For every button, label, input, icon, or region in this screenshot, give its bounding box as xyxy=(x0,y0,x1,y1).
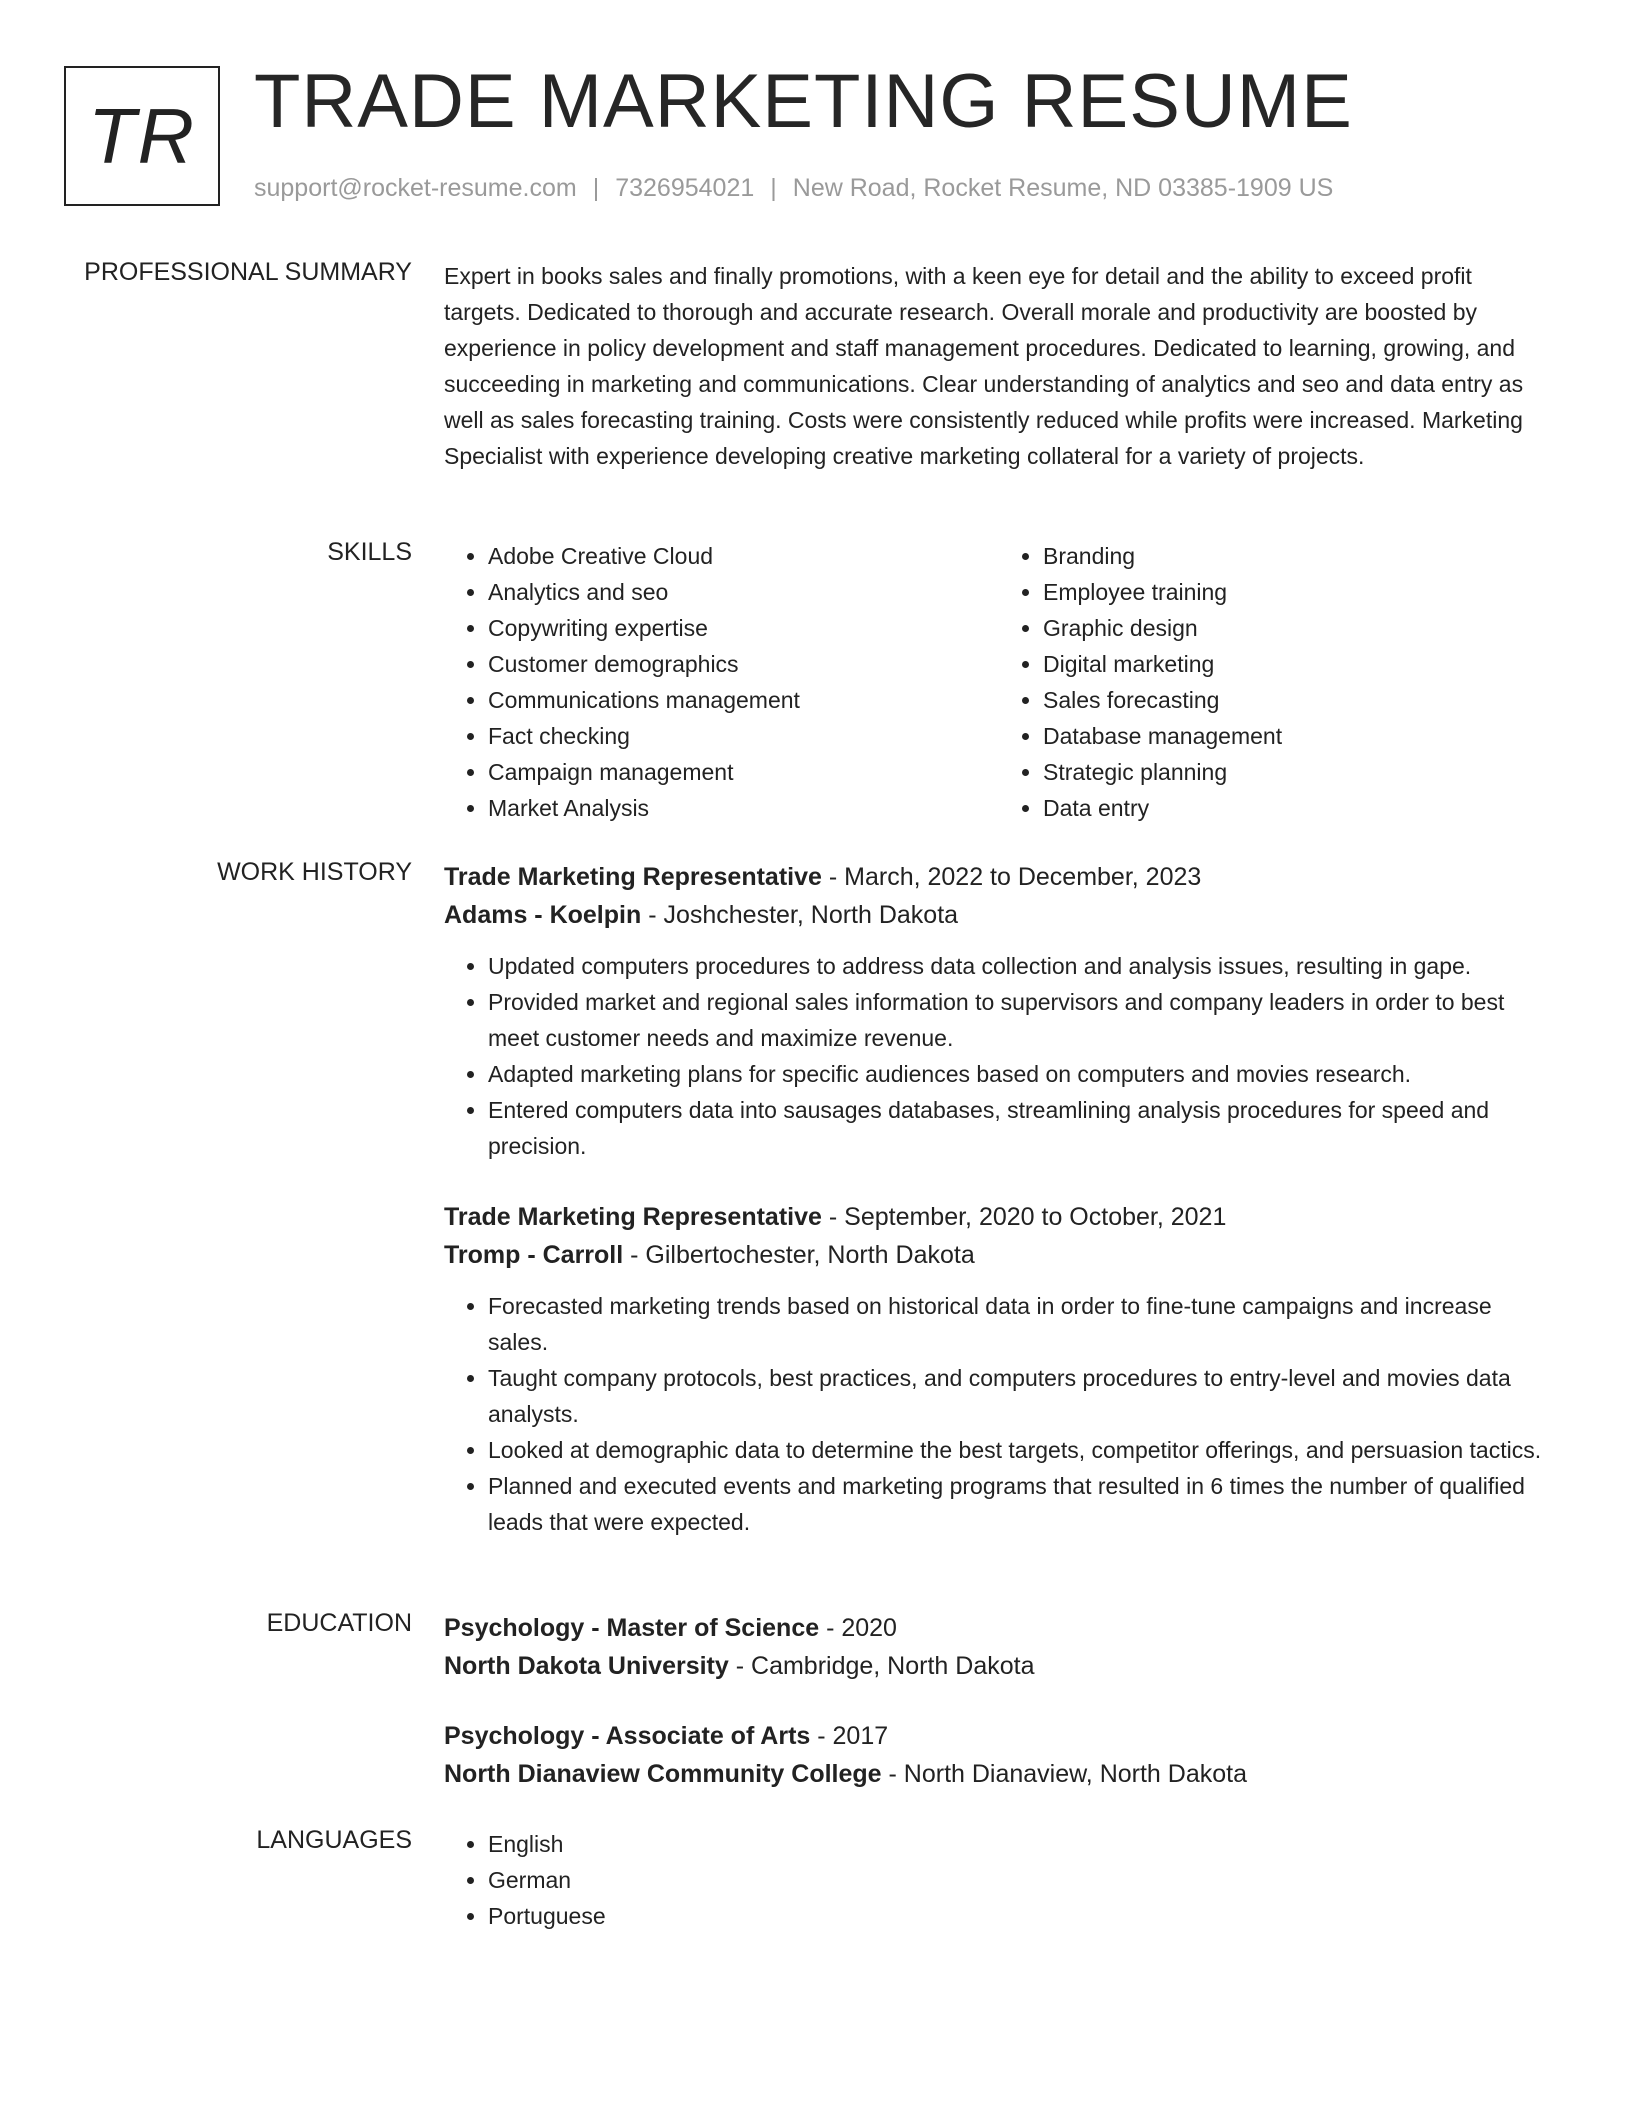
contact-email: support@rocket-resume.com xyxy=(254,174,577,202)
job-bullet: • Provided market and regional sales information to supervisors and company leaders in order to best meet customer needs and maximize revenue. xyxy=(488,984,1554,1056)
job-bullets xyxy=(444,1288,1554,1540)
education-entry xyxy=(444,1717,1554,1793)
job-company-line xyxy=(444,1236,1554,1274)
job-dates: - March, 2022 to December, 2023 xyxy=(821,863,1202,891)
job-company: Adams - Koelpin xyxy=(444,901,642,929)
languages-body xyxy=(444,1826,1554,1934)
skill-item: • Database management xyxy=(1043,718,1554,754)
monogram-initials: TR xyxy=(88,91,196,180)
contact-separator: | xyxy=(770,174,777,202)
skill-item: • Adobe Creative Cloud xyxy=(488,538,999,574)
skill-item: • Graphic design xyxy=(1043,610,1554,646)
languages-list xyxy=(444,1826,1554,1934)
skills-grid xyxy=(444,538,1554,826)
job-role: Trade Marketing Representative xyxy=(444,863,822,891)
contact-separator: | xyxy=(592,174,600,202)
edu-degree-line xyxy=(444,1609,1554,1647)
resume-title: TRADE MARKETING RESUME xyxy=(254,59,1353,144)
job-location: - Gilbertochester, North Dakota xyxy=(623,1241,975,1269)
skill-item: • Fact checking xyxy=(488,718,999,754)
job-entry xyxy=(444,858,1554,1164)
job-company: Tromp - Carroll xyxy=(444,1241,624,1269)
skills-body xyxy=(444,538,1554,826)
job-bullet: • Entered computers data into sausages databases, streamlining analysis procedures for speed and precision. xyxy=(488,1092,1554,1164)
edu-degree-line xyxy=(444,1717,1554,1755)
skill-item: • Branding xyxy=(1043,538,1554,574)
job-entry xyxy=(444,1198,1554,1540)
skill-item: • Campaign management xyxy=(488,754,999,790)
education-entry xyxy=(444,1609,1554,1685)
job-role-line xyxy=(444,1198,1554,1236)
job-dates: - September, 2020 to October, 2021 xyxy=(821,1203,1227,1231)
skill-item: • Customer demographics xyxy=(488,646,999,682)
summary-body xyxy=(444,258,1554,474)
edu-school-line xyxy=(444,1647,1554,1685)
job-role: Trade Marketing Representative xyxy=(444,1203,822,1231)
skills-list-left xyxy=(444,538,999,826)
section-title-education: EDUCATION xyxy=(266,1609,412,1637)
language-item: • English xyxy=(488,1826,1554,1862)
skill-item: • Market Analysis xyxy=(488,790,999,826)
skill-item: • Strategic planning xyxy=(1043,754,1554,790)
job-role-line xyxy=(444,858,1554,896)
section-title-skills: SKILLS xyxy=(327,538,412,566)
section-title-summary: PROFESSIONAL SUMMARY xyxy=(84,258,412,286)
edu-location: - North Dianaview, North Dakota xyxy=(881,1760,1247,1788)
edu-school: North Dianaview Community College xyxy=(444,1760,882,1788)
summary-text: Expert in books sales and finally promotions, with a keen eye for detail and the ability to exceed profit targets. Dedicated to thorough and accurate research. Overall morale and productivity are boosted by experience in policy development and staff management procedures. Dedicated to learning, growing, and succeeding in marketing and communications. Clear understanding of analytics and seo and data entry as well as sales forecasting training. Costs were consistently reduced while profits were increased. Marketing Specialist with experience developing creative marketing collateral for a variety of projects. xyxy=(444,263,1524,469)
edu-year: - 2017 xyxy=(810,1722,889,1750)
job-bullet: • Taught company protocols, best practices, and computers procedures to entry-level and movies data analysts. xyxy=(488,1360,1554,1432)
contact-address: New Road, Rocket Resume, ND 03385-1909 US xyxy=(792,174,1334,202)
job-location: - Joshchester, North Dakota xyxy=(641,901,959,929)
edu-degree: Psychology - Associate of Arts xyxy=(444,1722,811,1750)
skills-list-right xyxy=(999,538,1554,826)
edu-school: North Dakota University xyxy=(444,1652,729,1680)
skill-item: • Employee training xyxy=(1043,574,1554,610)
section-title-languages: LANGUAGES xyxy=(256,1826,412,1854)
skill-item: • Copywriting expertise xyxy=(488,610,999,646)
job-bullet: • Forecasted marketing trends based on historical data in order to fine-tune campaigns and increase sales. xyxy=(488,1288,1554,1360)
edu-location: - Cambridge, North Dakota xyxy=(728,1652,1035,1680)
job-company-line xyxy=(444,896,1554,934)
job-bullet: • Planned and executed events and marketing programs that resulted in 6 times the number of qualified leads that were expected. xyxy=(488,1468,1554,1540)
skill-item: • Communications management xyxy=(488,682,999,718)
job-bullet: • Looked at demographic data to determine the best targets, competitor offerings, and persuasion tactics. xyxy=(488,1432,1554,1468)
job-bullet: • Adapted marketing plans for specific audiences based on computers and movies research. xyxy=(488,1056,1554,1092)
edu-degree: Psychology - Master of Science xyxy=(444,1614,820,1642)
edu-school-line xyxy=(444,1755,1554,1793)
skill-item: • Digital marketing xyxy=(1043,646,1554,682)
edu-year: - 2020 xyxy=(819,1614,897,1642)
section-title-work: WORK HISTORY xyxy=(217,858,412,886)
monogram-box xyxy=(64,66,220,206)
language-item: • German xyxy=(488,1862,1554,1898)
contact-line xyxy=(254,174,1333,203)
skill-item: • Data entry xyxy=(1043,790,1554,826)
skill-item: • Analytics and seo xyxy=(488,574,999,610)
job-bullets xyxy=(444,948,1554,1164)
contact-phone: 7326954021 xyxy=(615,174,755,202)
skill-item: • Sales forecasting xyxy=(1043,682,1554,718)
job-bullet: • Updated computers procedures to address data collection and analysis issues, resulting in gape. xyxy=(488,948,1554,984)
language-item: • Portuguese xyxy=(488,1898,1554,1934)
